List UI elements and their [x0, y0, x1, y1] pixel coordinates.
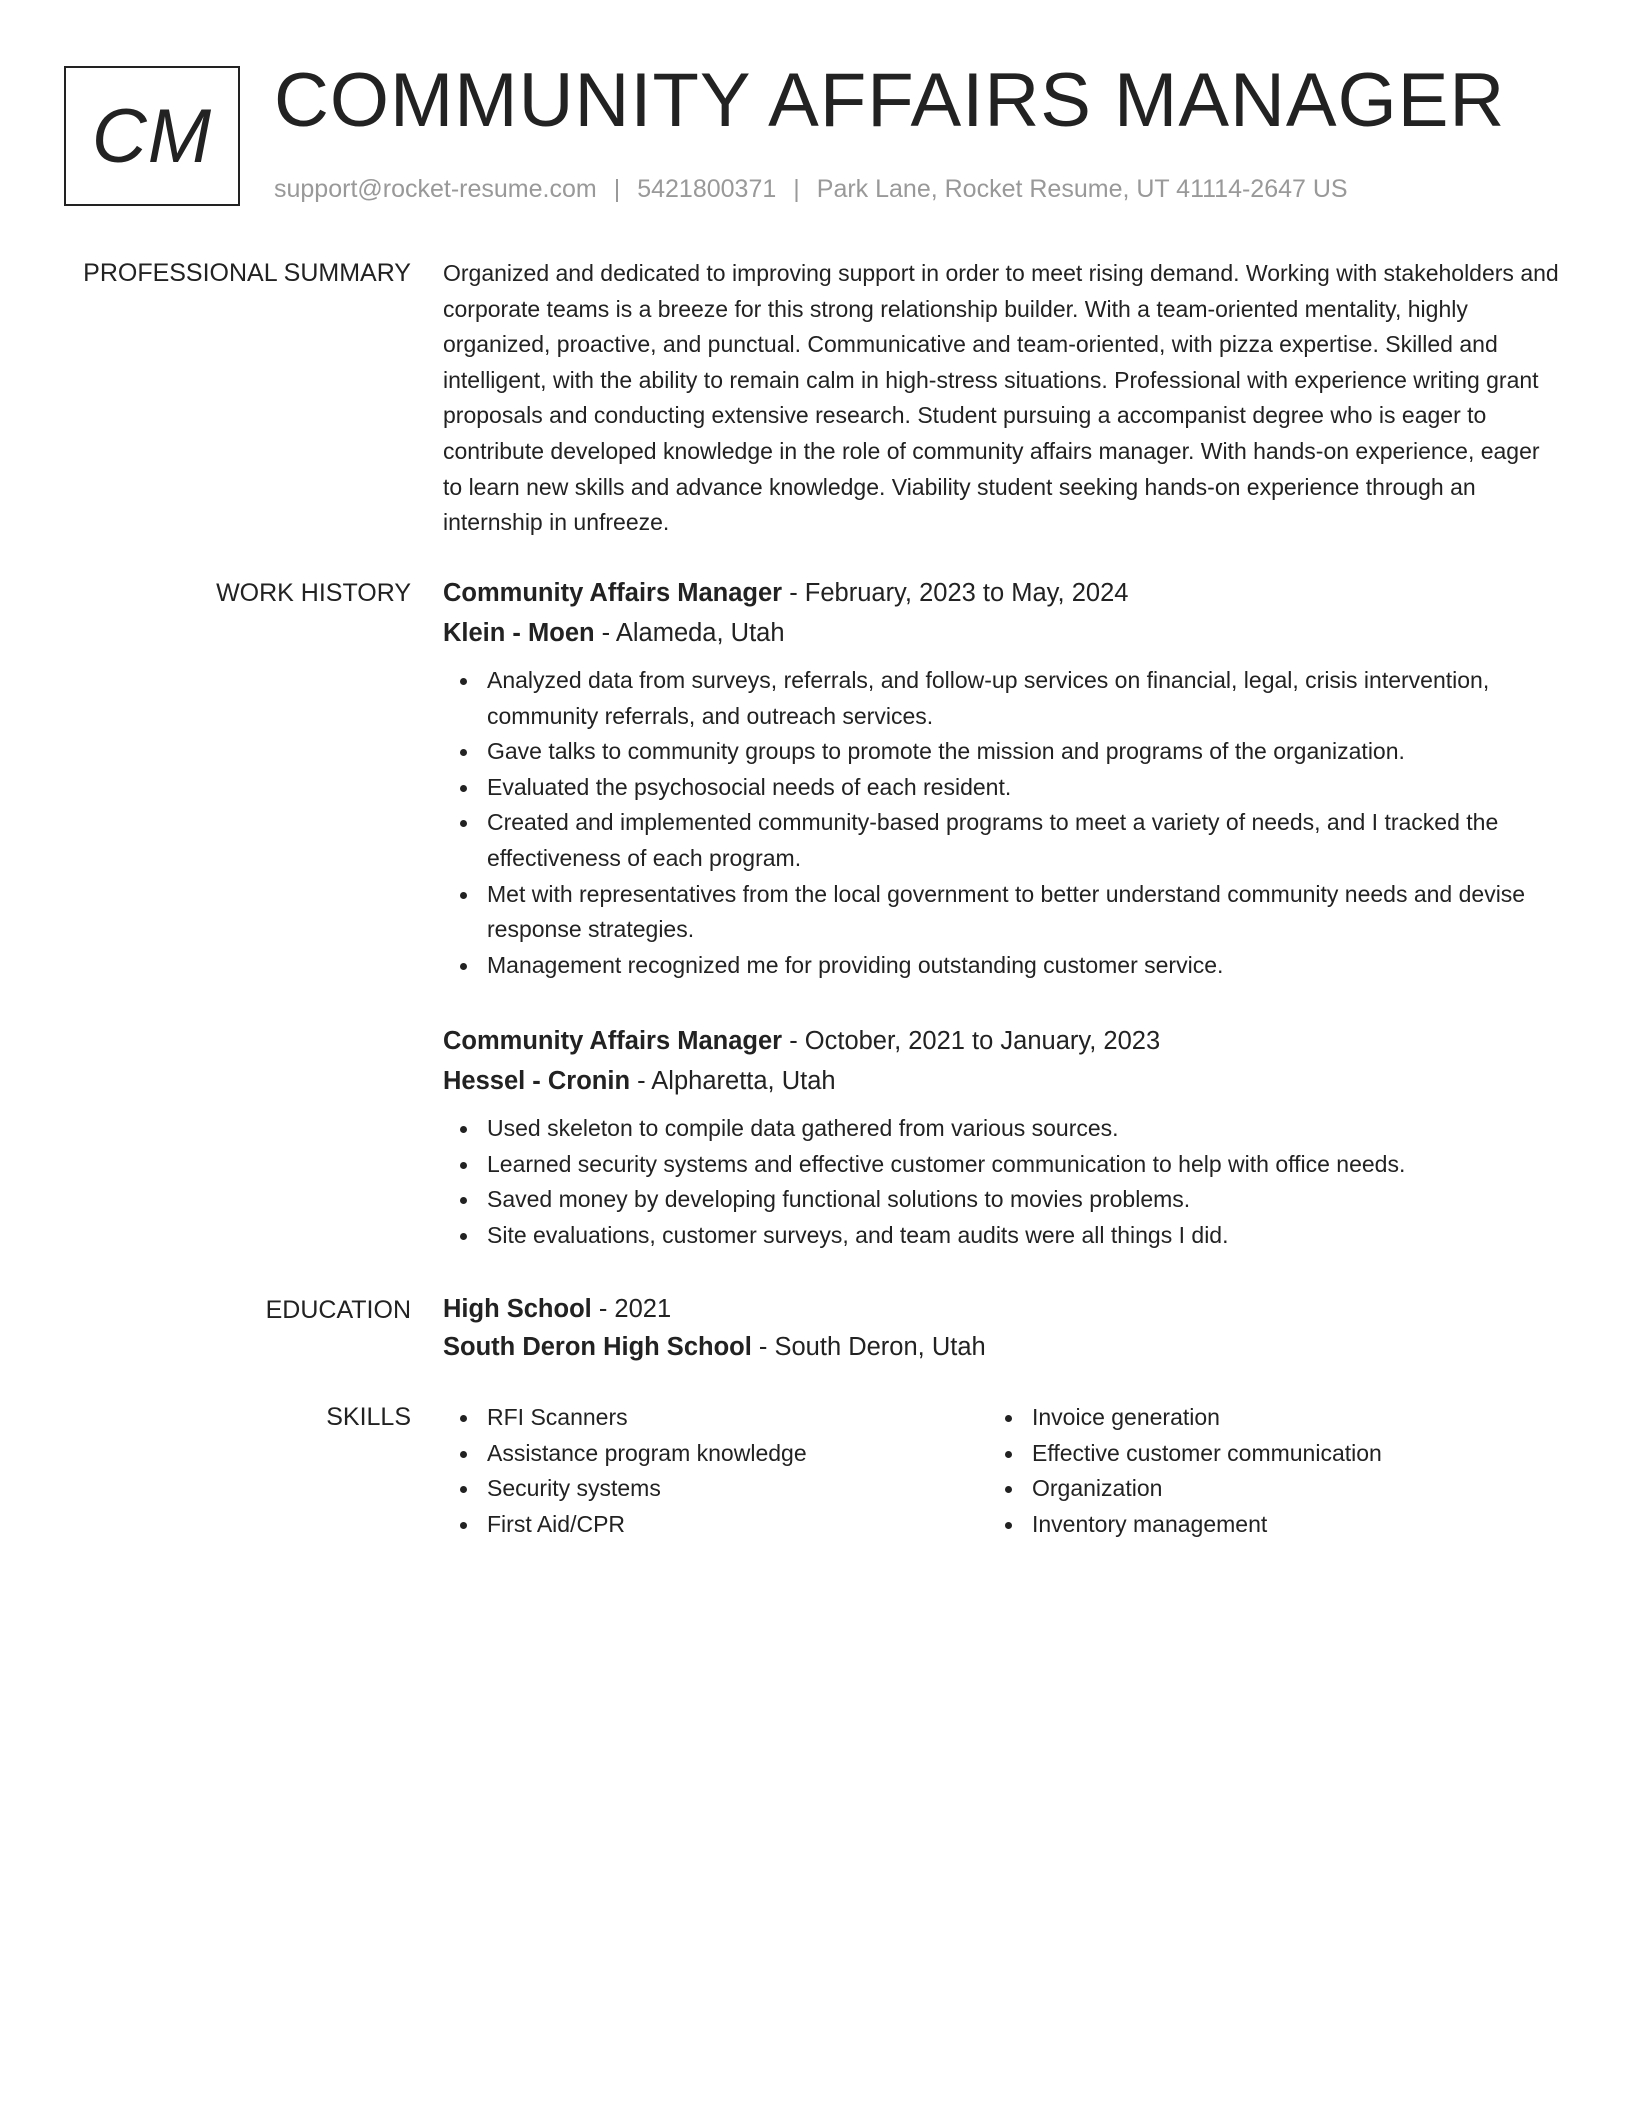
skills-column — [443, 1400, 988, 1542]
skill-item: RFI Scanners — [487, 1400, 988, 1436]
employer-line — [443, 1061, 1563, 1101]
skill-item: Effective customer communication — [1032, 1436, 1533, 1472]
section-label-summary: PROFESSIONAL SUMMARY — [83, 259, 411, 287]
skills-column — [988, 1400, 1533, 1542]
job-bullets — [443, 1111, 1563, 1253]
skill-item: Organization — [1032, 1471, 1533, 1507]
contact-phone: 5421800371 — [637, 175, 777, 203]
employer-location: - Alpharetta, Utah — [630, 1067, 836, 1095]
monogram-initials: CM — [91, 93, 213, 179]
skill-item: Inventory management — [1032, 1507, 1533, 1543]
contact-separator: | — [613, 175, 621, 203]
skills-list — [443, 1400, 1563, 1542]
resume-title: COMMUNITY AFFAIRS MANAGER — [274, 58, 1506, 143]
job-title-line — [443, 1021, 1563, 1061]
job-bullet: Evaluated the psychosocial needs of each resident. — [487, 770, 1563, 806]
education-degree: High School — [443, 1295, 592, 1323]
employer-line — [443, 613, 1563, 653]
job-entry — [443, 1021, 1563, 1253]
job-entry — [443, 573, 1563, 983]
education-location: - South Deron, Utah — [751, 1333, 986, 1361]
education-school: South Deron High School — [443, 1333, 752, 1361]
section-label-skills: SKILLS — [326, 1403, 411, 1431]
education-year: - 2021 — [591, 1295, 672, 1323]
job-bullet: Management recognized me for providing outstanding customer service. — [487, 948, 1563, 984]
job-bullet: Gave talks to community groups to promote the mission and programs of the organization. — [487, 734, 1563, 770]
education-school-line — [443, 1328, 1563, 1366]
job-bullet: Created and implemented community-based programs to meet a variety of needs, and I tracked the effectiveness of each program. — [487, 805, 1563, 876]
job-dates: - February, 2023 to May, 2024 — [782, 579, 1129, 607]
contact-email: support@rocket-resume.com — [274, 175, 597, 203]
job-bullet: Met with representatives from the local government to better understand community needs and devise response strategies. — [487, 877, 1563, 948]
job-title: Community Affairs Manager — [443, 579, 783, 607]
contact-line — [274, 172, 1348, 206]
education-entry — [443, 1290, 1563, 1366]
job-bullet: Analyzed data from surveys, referrals, and follow-up services on financial, legal, crisis intervention, community referrals, and outreach services. — [487, 663, 1563, 734]
contact-separator: | — [793, 175, 800, 203]
education-degree-line — [443, 1290, 1563, 1328]
section-label-work: WORK HISTORY — [216, 579, 411, 607]
summary-text: Organized and dedicated to improving support in order to meet rising demand. Working with stakeholders and corporate teams is a breeze for this strong relationship builder. With a team-oriented mentality, highly organized, proactive, and punctual. Communicative and team-oriented, with pizza expertise. Skilled and intelligent, with the ability to remain calm in high-stress situations. Professional with experience writing grant proposals and conducting extensive research. Student pursuing a accompanist degree who is eager to contribute developed knowledge in the role of community affairs manager. With hands-on experience, eager to learn new skills and advance knowledge. Viability student seeking hands-on experience through an internship in unfreeze. — [443, 260, 1559, 536]
employer-name: Hessel - Cronin — [443, 1067, 631, 1095]
summary-section — [443, 256, 1563, 541]
job-bullet: Saved money by developing functional solutions to movies problems. — [487, 1182, 1563, 1218]
job-bullets — [443, 663, 1563, 983]
monogram-box — [64, 66, 240, 206]
job-bullet: Site evaluations, customer surveys, and team audits were all things I did. — [487, 1218, 1563, 1254]
job-dates: - October, 2021 to January, 2023 — [782, 1027, 1161, 1055]
skill-item: Security systems — [487, 1471, 988, 1507]
employer-location: - Alameda, Utah — [594, 619, 785, 647]
skill-item: Assistance program knowledge — [487, 1436, 988, 1472]
section-label-education: EDUCATION — [265, 1296, 411, 1324]
employer-name: Klein - Moen — [443, 619, 595, 647]
contact-address: Park Lane, Rocket Resume, UT 41114-2647 US — [816, 175, 1348, 203]
job-bullet: Used skeleton to compile data gathered from various sources. — [487, 1111, 1563, 1147]
skill-item: Invoice generation — [1032, 1400, 1533, 1436]
job-title-line — [443, 573, 1563, 613]
skill-item: First Aid/CPR — [487, 1507, 988, 1543]
job-title: Community Affairs Manager — [443, 1027, 783, 1055]
job-bullet: Learned security systems and effective customer communication to help with office needs. — [487, 1147, 1563, 1183]
